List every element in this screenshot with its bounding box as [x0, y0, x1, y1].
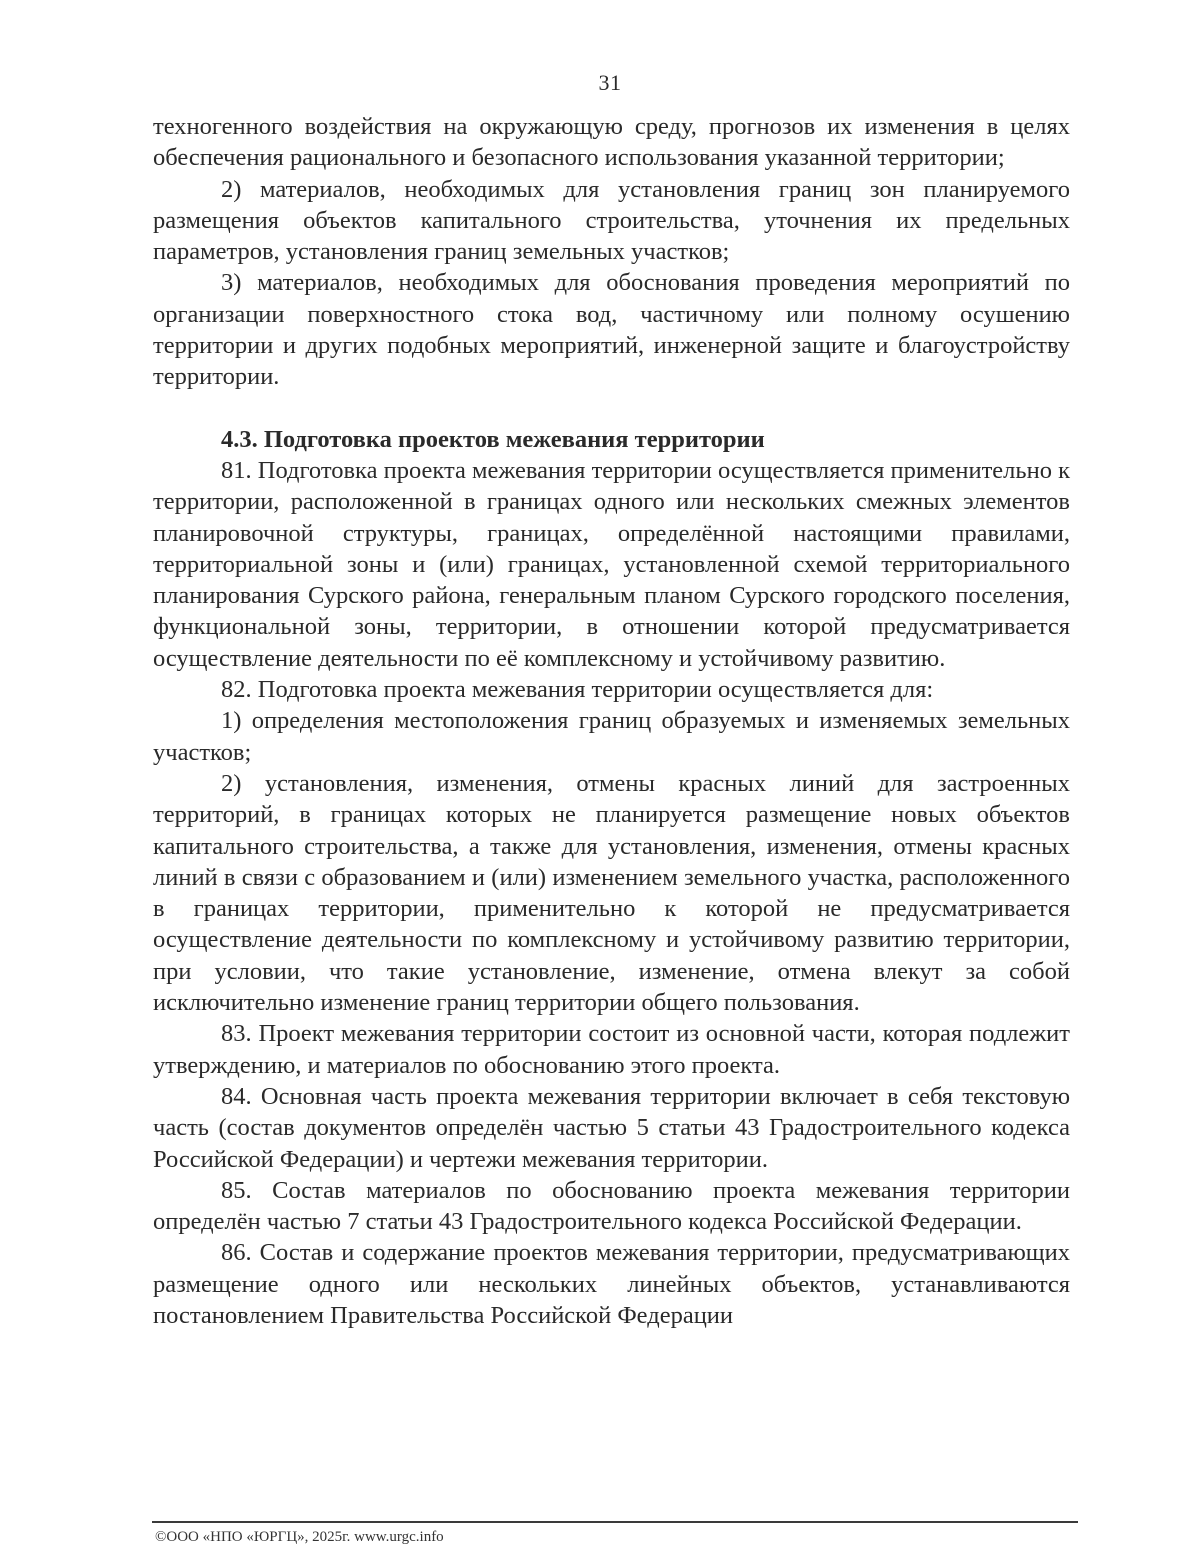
document-body — [153, 111, 1070, 1331]
paragraph: 85. Состав материалов по обоснованию проекта межевания территории определён частью 7 статьи 43 Градостроительного кодекса Российской Федерации. — [153, 1176, 1070, 1236]
paragraph: 82. Подготовка проекта межевания территории осуществляется для: — [221, 676, 934, 704]
paragraph: 2) установления, изменения, отмены красных линий для застроенных территорий, в границах которых не планируется размещение новых объектов капитального строительства, а также для установления, изменения, отмены красных линий в связи с образованием и (или) изменением земельного участка, расположенного в границах территории, применительно к которой не предусматривается осуществление деятельности по комплексному и устойчивому развитию территории, при условии, что такие установление, изменение, отмена влекут за собой исключительно изменение границ территории общего пользования. — [153, 769, 1070, 1017]
section-heading: 4.3. Подготовка проектов межевания территории — [221, 425, 765, 453]
paragraph: 86. Состав и содержание проектов межевания территории, предусматривающих размещение одного или нескольких линейных объектов, устанавливаются постановлением Правительства Российской Федерации — [153, 1239, 1070, 1329]
paragraph: 2) материалов, необходимых для установления границ зон планируемого размещения объектов капитального строительства, уточнения их предельных параметров, установления границ земельных участков; — [153, 175, 1070, 266]
paragraph: 81. Подготовка проекта межевания территории осуществляется применительно к территории, расположенной в границах одного или нескольких смежных элементов планировочной структуры, границах, определённой настоящими правилами, территориальной зоны и (или) границах, установленной схемой территориального планирования Сурского района, генеральным планом Сурского городского поселения, функциональной зоны, территории, в отношении которой предусматривается осуществление деятельности по её комплексному и устойчивому развитию. — [153, 456, 1070, 672]
paragraph: 3) материалов, необходимых для обоснования проведения мероприятий по организации поверхностного стока вод, частичному или полному осушению территории и других подобных мероприятий, инженерной защите и благоустройству территории. — [153, 269, 1070, 391]
paragraph: 1) определения местоположения границ образуемых и изменяемых земельных участков; — [153, 707, 1070, 766]
footer-copyright: ©ООО «НПО «ЮРГЦ», 2025г. www.urgc.info — [155, 1529, 444, 1545]
footer-divider — [152, 1521, 1078, 1523]
page-number: 31 — [598, 70, 622, 95]
paragraph: техногенного воздействия на окружающую среду, прогнозов их изменения в целях обеспечения рационального и безопасного использования указанной территории; — [153, 113, 1070, 172]
paragraph: 83. Проект межевания территории состоит из основной части, которая подлежит утверждению, и материалов по обоснованию этого проекта. — [153, 1020, 1070, 1079]
paragraph: 84. Основная часть проекта межевания территории включает в себя текстовую часть (состав документов определён частью 5 статьи 43 Градостроительного кодекса Российской Федерации) и чертежи межевания территории. — [153, 1082, 1070, 1173]
